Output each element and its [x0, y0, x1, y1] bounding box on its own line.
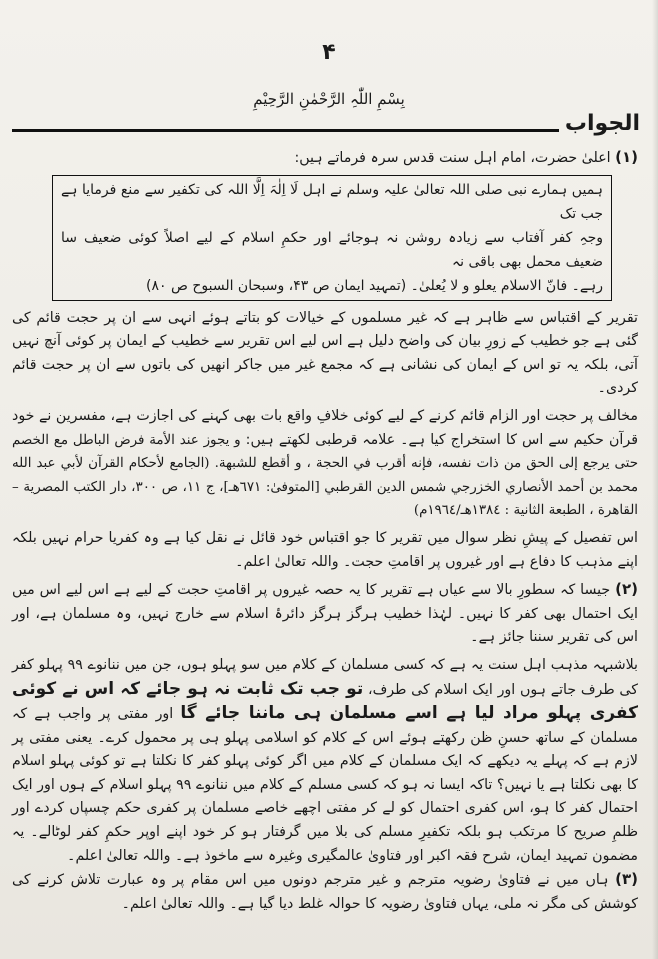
paragraph-7	[12, 868, 638, 916]
paragraph-6	[12, 654, 638, 868]
page-number: ۴	[322, 40, 336, 65]
quote-line-2: وجہِ کفر آفتاب سے زیادہ روشن نہ ہوجائے اور حکمِ اسلام کے لیے اصلاً کوئی ضعیف سا ضعیف محمل بھی باقی نہ	[61, 229, 603, 270]
paragraph-1	[12, 146, 638, 171]
heading-rule	[12, 129, 559, 132]
answer-heading-row	[12, 110, 640, 136]
quote-box	[52, 175, 612, 301]
quote-line-1: ہمیں ہمارے نبی صلی اللہ تعالیٰ علیہ وسلم نے اہل لَا اِلٰہَ اِلَّا اللہ کی تکفیر سے منع فرمایا ہے جب تک	[61, 181, 603, 222]
answer-heading: الجواب	[564, 111, 640, 136]
paragraph-6-pre: بلاشبہہ مذہب اہل سنت یہ ہے کہ کسی مسلمان کے کلام میں سو پہلو ہوں، جن میں ننانوے ۹۹ پہلو کفر کی طرف جاتے ہوں اور ایک اسلام کی طرف،	[12, 656, 638, 698]
paragraph-3-arabic-quote: و یجوز عند الأمة فرض الباطل مع الخصم حتی یرجع إلی الحق من ذات نفسه، فإنه أقرب في الحجة ، و أقطع للشبهة. (الجامع لأحكام القرآن لأبي عبد الله محمد بن أحمد الأنصاري الخزرجي شمس الدين القرطبي [المتوفىٰ: ٦٧١هـ]، ج ١١، ص ٣٠٠، دار الكتب المصرية – القاهرة ، الطبعة الثانية : ١٣٨٤هـ/١٩٦٤م)	[12, 432, 639, 519]
paragraph-2: تقریر کے اقتباس سے ظاہر ہے کہ غیر مسلموں کے خیالات کو بتاتے ہوئے انہی سے ان پر حجت قائم کی گئی ہے جو خطیب کے زورِ بیان کی واضح دلیل ہے اس لیے اس تقریر سے خطیب کے ایمان پر کوئی آنچ نہیں آتی، بلکہ یہ تو اس کے ایمان کی نشانی ہے کہ مجمع غیر میں جاکر انھیں کی باتوں سے ان پر حجت قائم کردی۔	[12, 309, 638, 397]
paragraph-5	[12, 578, 638, 650]
page-edge-shadow	[652, 0, 658, 959]
paragraph-7-text: ہاں میں نے فتاویٰ رضویہ مترجم و غیر مترجم دونوں میں اس مقام پر وہ عبارت تلاش کرنے کی کوشش کی مگر نہ ملی، یہاں فتاویٰ رضویہ کا حوالہ غلط دیا گیا ہے۔ واللہ تعالیٰ اعلم۔	[12, 872, 638, 912]
quote-line-3: رہے۔ فانّ الاسلام یعلو و لا یُعلیٰ۔ (تمہید ایمان ص ۴۳، وسبحان السبوح ص ۸۰)	[146, 277, 603, 294]
point-number-1: (۱)	[615, 148, 638, 166]
paragraph-3	[12, 405, 638, 523]
paragraph-3-urdu: مخالف پر حجت اور الزام قائم کرنے کے لیے کوئی خلافِ واقع بات بھی کہنے کی اجازت ہے، مفسرین نے خود قرآن حکیم سے اس کا استخراج کیا ہے۔ علامہ قرطبی لکھتے ہیں:	[12, 407, 638, 448]
point-number-2: (۲)	[615, 580, 638, 599]
paragraph-6-post: اور مفتی پر واجب ہے کہ مسلمان کے ساتھ حسنِ ظن رکھتے ہوئے اس کے کلام کو اسلامی پہلو ہی پر محمول کرے۔ یعنی مفتی پر لازم ہے کہ پہلے یہ دیکھے کہ ایک مسلمان کے کلام میں اگر کوئی پہلو کفر کا نکلتا ہے تو کوئی پہلو اسلام کا بھی نکلتا ہے یا نہیں؟ تاکہ ایسا نہ ہو کہ کسی مسلم کے کلام میں ننانوے ۹۹ پہلو اسلام کے ہوں اور ایک احتمال کفر کا ہو، اس کفری احتمال کو لے کر مفتی اچھے خاصے مسلمان پر کفری حکم چسپاں کردے اور ظلمِ صریح کا مرتکب ہو بلکہ تکفیرِ مسلم کی بلا میں گرفتار ہو کر خود اپنے اوپر حکمِ کفر لوٹالے۔ یہ مضمون تمہید ایمان، شرح فقہ اکبر اور فتاویٰ عالمگیری وغیرہ سے ماخوذ ہے۔ واللہ تعالیٰ اعلم۔	[12, 706, 638, 864]
paragraph-1-text: اعلیٰ حضرت، امام اہل سنت قدس سرہ فرماتے ہیں:	[294, 150, 611, 166]
point-number-3: (۳)	[615, 870, 639, 889]
paragraph-6-emphasis: تو جب تک ثابت نہ ہو جائے کہ اس نے کوئی کفری پہلو مراد لیا ہے اسے مسلمان ہی ماننا جائے گا	[12, 678, 638, 724]
paragraph-4: اس تفصیل کے پیشِ نظر سوال میں تقریر کا جو اقتباس خود قائل نے نقل کیا ہے وہ کفریا حرام نہیں بلکہ اپنے مذہب کا دفاع ہے اور غیروں پر اقامتِ حجت۔ واللہ تعالیٰ اعلم۔	[12, 529, 638, 570]
bismillah: بِسْمِ اللّٰہِ الرَّحْمٰنِ الرَّحِیْمِ	[253, 90, 405, 108]
paragraph-5-text: جیسا کہ سطورِ بالا سے عیاں ہے تقریر کا یہ حصہ غیروں پر اقامتِ حجت کے لیے ہے اس لیے اس میں ایک احتمال بھی کفر کا نہیں۔ لہٰذا خطیب ہرگز ہرگز دائرۂ اسلام سے خارج نہیں، وہ مسلمان ہے، اور اس کی تقریر سننا جائز ہے۔	[12, 582, 638, 646]
answer-body	[12, 146, 638, 916]
